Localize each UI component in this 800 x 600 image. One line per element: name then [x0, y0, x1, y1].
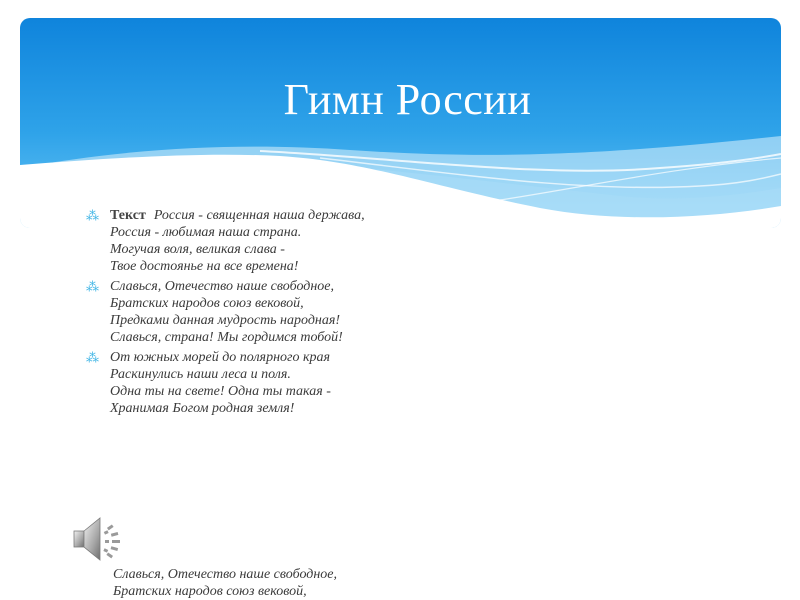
lyric-line: Россия - любимая наша страна. — [110, 225, 302, 240]
lyrics-content — [86, 207, 606, 420]
lyric-line: Могучая воля, великая слава - — [110, 242, 285, 257]
bullet-marker-icon: ⁂ — [86, 208, 99, 223]
lyric-line: Хранимая Богом родная земля! — [110, 401, 295, 416]
slide-title: Гимн России — [283, 75, 532, 124]
lyric-line — [110, 207, 606, 224]
bullet-marker-icon: ⁂ — [86, 279, 99, 294]
text-label: Текст — [110, 208, 146, 223]
lyric-line: От южных морей до полярного края — [110, 350, 331, 365]
lyric-line: Раскинулись наши леса и поля. — [110, 367, 291, 382]
bullet-item-2 — [86, 278, 606, 346]
bullet-item-3 — [86, 349, 606, 417]
bullet-marker-icon: ⁂ — [86, 350, 99, 365]
lyric-line-text: Россия - священная наша держава, — [153, 208, 365, 223]
lyric-line: Одна ты на свете! Одна ты такая - — [110, 384, 331, 399]
speaker-icon-graphic — [70, 511, 130, 571]
lyric-line: Славься, Отечество наше свободное, — [113, 567, 338, 582]
lyric-line: Славься, Отечество наше свободное, — [110, 279, 335, 294]
lyric-line: Братских народов союз вековой, — [110, 296, 304, 311]
lyric-line: Братских народов союз вековой, — [113, 584, 307, 599]
lyric-line: Твое достоянье на все времена! — [110, 259, 299, 274]
speaker-icon[interactable] — [70, 511, 130, 571]
bullet-item-1 — [86, 207, 606, 275]
lyric-line: Славься, страна! Мы гордимся тобой! — [110, 330, 343, 345]
lyric-line: Предками данная мудрость народная! — [110, 313, 341, 328]
bottom-lyrics — [113, 566, 337, 600]
